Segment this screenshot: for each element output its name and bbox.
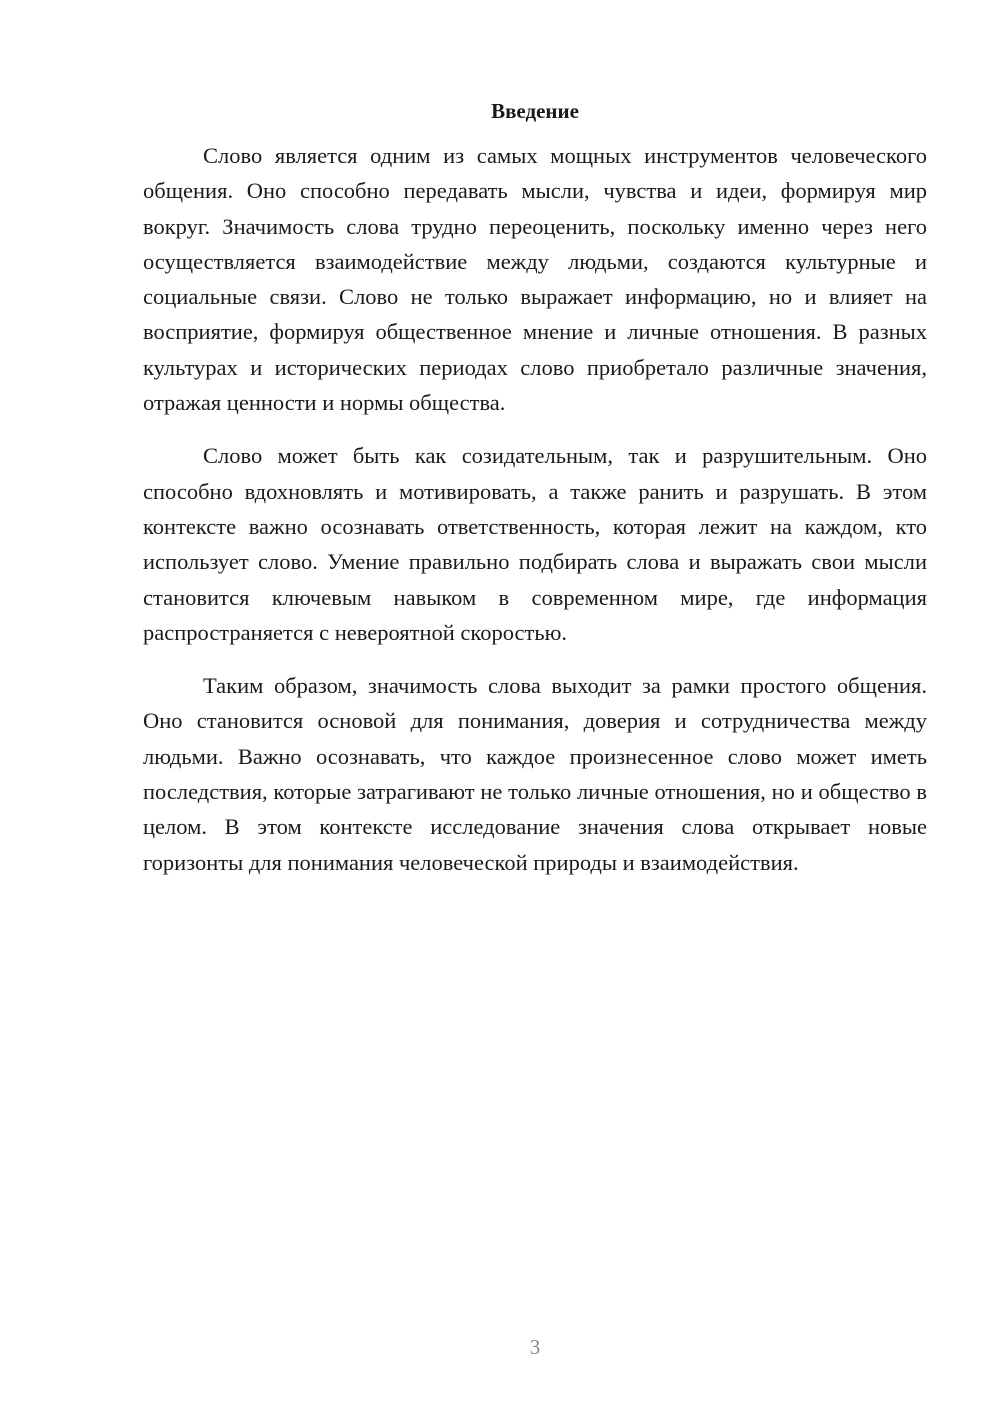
section-heading: Введение	[491, 99, 579, 123]
paragraph-3: Таким образом, значимость слова выходит за рамки простого общения. Оно становится основой для понимания, доверия и сотрудничества между людьми. Важно осознавать, что каждое произнесенное слово может иметь последствия, которые затрагивают не только личные отношения, но и общество в целом. В этом контексте исследование значения слова открывает новые горизонты для понимания человеческой природы и взаимодействия.	[143, 673, 927, 875]
paragraph-2: Слово может быть как созидательным, так и разрушительным. Оно способно вдохновлять и мотивировать, а также ранить и разрушать. В этом контексте важно осознавать ответственность, которая лежит на каждом, кто использует слово. Умение правильно подбирать слова и выражать свои мысли становится ключевым навыком в современном мире, где информация распространяется с невероятной скоростью.	[143, 443, 927, 645]
paragraph-1: Слово является одним из самых мощных инструментов человеческого общения. Оно способно передавать мысли, чувства и идеи, формируя мир вокруг. Значимость слова трудно переоценить, поскольку именно через него осуществляется взаимодействие между людьми, создаются культурные и социальные связи. Слово не только выражает информацию, но и влияет на восприятие, формируя общественное мнение и личные отношения. В разных культурах и исторических периодах слово приобретало различные значения, отражая ценности и нормы общества.	[143, 143, 927, 416]
page-number: 3	[529, 1335, 541, 1359]
page-content	[143, 94, 927, 898]
